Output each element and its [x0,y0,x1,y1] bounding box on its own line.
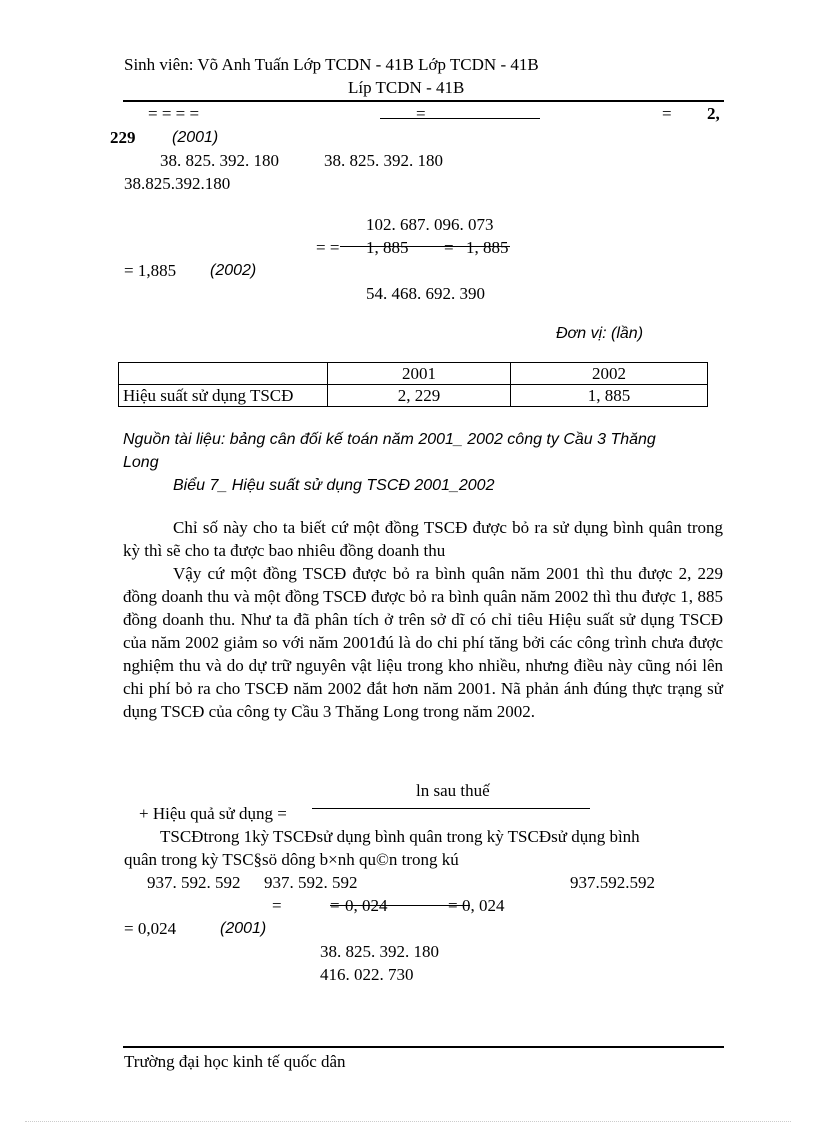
efficiency-numerator-3: 937.592.592 [570,873,655,892]
efficiency-year: (2001) [220,920,267,937]
header-line-1: Sinh viên: Võ Anh Tuấn Lớp TCDN - 41B Lớp TCDN - 41B [124,55,539,74]
source-note-cont: Long [123,454,159,471]
efficiency-denominator-2: 416. 022. 730 [320,965,414,984]
result-2002: = 1,885 [124,261,177,280]
header-rule [123,100,724,102]
equals-row: = = = = [148,104,200,123]
efficiency-value-1: 0, 024 [345,896,388,915]
formula-numerator: ln sau thuế [416,781,490,800]
equals-2002: = = [316,238,340,257]
equals-mid: = [416,104,426,123]
footer-rule [123,1046,724,1048]
page-edge [25,1121,791,1122]
fraction-bar [380,118,540,119]
result-2001: 229 [110,128,136,147]
formula-bar [312,808,590,809]
table-cell: 1, 885 [511,385,708,407]
efficiency-table [118,362,708,407]
denominator-2002: 54. 468. 692. 390 [366,284,485,303]
table-cell: 2, 229 [328,385,511,407]
efficiency-equals-2: = [330,896,340,915]
table-cell: Hiệu suất sử dụng TSCĐ [119,385,328,407]
year-2001: (2001) [172,129,219,146]
denominator-3: 38.825.392.180 [124,174,231,193]
efficiency-equals-3: = [448,896,458,915]
table-header-cell [119,363,328,385]
formula-label: + Hiệu quả sử dụng = [139,804,287,823]
efficiency-equals-1: = [272,896,282,915]
table-header-cell: 2001 [328,363,511,385]
efficiency-result: = 0,024 [124,919,177,938]
table-row [119,385,708,407]
footer-text: Trường đại học kinh tế quốc dân [124,1052,346,1071]
formula-line-2: quân trong kỳ TSC§sö dông b×nh qu©n trong kú [124,850,459,869]
efficiency-numerator-1: 937. 592. 592 [147,873,241,892]
equals-2002-b: = [444,238,454,257]
efficiency-value-2: 0, 024 [462,896,505,915]
denominator-1: 38. 825. 392. 180 [160,151,279,170]
equals-right: = [662,104,672,123]
paragraph-1: Chỉ số này cho ta biết cứ một đồng TSCĐ được bỏ ra sử dụng bình quân trong kỳ thì sẽ cho ta được bao nhiêu đồng doanh thu [123,518,723,560]
value-right: 2, [707,104,720,123]
source-note: Nguồn tài liệu: bảng cân đối kế toán năm 2001_ 2002 công ty Cầu 3 Thăng [123,431,656,448]
unit-label: Đơn vị: (lần) [556,325,644,342]
paragraph-2: Vậy cứ một đồng TSCĐ được bỏ ra bình quân năm 2001 thì thu được 2, 229 đồng doanh thu và một đồng TSCĐ được bỏ ra bình quân năm 2002 thì thu được 1, 885 đồng doanh thu. Như ta đã phân tích ở trên sở dĩ có chỉ tiêu Hiệu suất sử dụng TSCĐ của năm 2002 giảm so với năm 2001đú là do chi phí tăng bởi các công trình chưa được nghiệm thu và do dự trữ nguyên vật liệu trong kho nhiều, nhưng điều này cũng nói lên chi phí bỏ ra cho TSCĐ năm 2002 đắt hơn năm 2001. Nã phản ánh đúng thực trạng sử dụng TSCĐ của công ty Cầu 3 Thăng Long trong năm 2002. [123,564,723,721]
table-header-cell: 2002 [511,363,708,385]
formula-line-1: TSCĐtrong 1kỳ TSCĐsử dụng bình quân trong kỳ TSCĐsử dụng bình [160,827,640,846]
efficiency-denominator-1: 38. 825. 392. 180 [320,942,439,961]
efficiency-numerator-2: 937. 592. 592 [264,873,358,892]
year-2002: (2002) [210,262,257,279]
value-2002-b: 1, 885 [466,238,509,257]
header-line-2: Líp TCDN - 41B [348,78,465,97]
value-2002-a: 1, 885 [366,238,409,257]
table-header-row [119,363,708,385]
table-caption: Biểu 7_ Hiệu suất sử dụng TSCĐ 2001_2002 [173,477,495,494]
denominator-2: 38. 825. 392. 180 [324,151,443,170]
numerator-2002: 102. 687. 096. 073 [366,215,494,234]
